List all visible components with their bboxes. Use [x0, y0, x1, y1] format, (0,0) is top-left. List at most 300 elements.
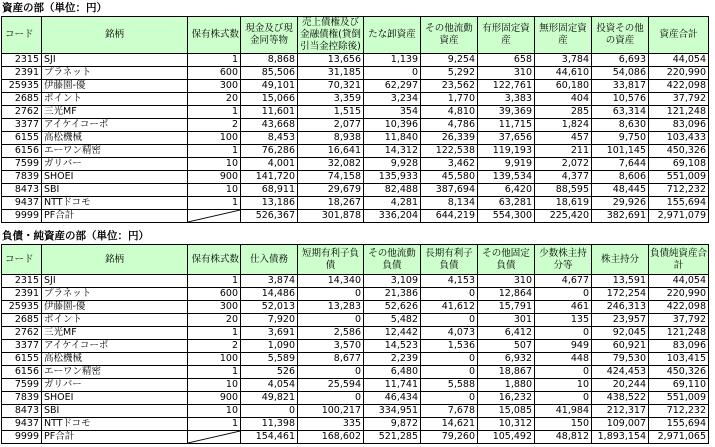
value-cell: 11,715	[478, 119, 535, 132]
value-cell: 1	[188, 275, 241, 288]
value-cell: 11,601	[241, 106, 298, 119]
value-cell: 354	[364, 106, 421, 119]
value-cell: 10	[535, 379, 592, 392]
total-label-cell: PF合計	[42, 210, 188, 223]
value-cell: 3,462	[421, 158, 478, 171]
assets-header-cell: たな卸資産	[364, 17, 421, 54]
value-cell: 1,824	[535, 119, 592, 132]
diagonal-slash-cell	[188, 210, 241, 223]
value-cell: 23,957	[592, 314, 649, 327]
value-cell: 6,420	[478, 184, 535, 197]
value-cell: 301	[478, 314, 535, 327]
value-cell: 3,359	[298, 93, 364, 106]
value-cell: 46,434	[364, 392, 421, 405]
value-cell: 1	[188, 145, 241, 158]
value-cell: 41,984	[535, 405, 592, 418]
value-cell: 32,082	[298, 158, 364, 171]
table-row	[2, 366, 709, 379]
value-cell: 658	[478, 54, 535, 67]
value-cell: 551,009	[649, 171, 709, 184]
value-cell: 2,072	[535, 158, 592, 171]
table-row	[2, 288, 709, 301]
value-cell: 507	[478, 340, 535, 353]
value-cell: 52,626	[364, 301, 421, 314]
table-row	[2, 301, 709, 314]
stock-name-cell: 三光MF	[42, 327, 188, 340]
total-code-cell: 9999	[2, 210, 42, 223]
value-cell: 13,283	[298, 301, 364, 314]
value-cell: 10,576	[592, 93, 649, 106]
code-cell: 2762	[2, 106, 42, 119]
value-cell: 310	[478, 275, 535, 288]
total-value-cell: 2,971,079	[649, 210, 709, 223]
value-cell: 8,606	[592, 171, 649, 184]
stock-name-cell: 高松機械	[42, 353, 188, 366]
total-label-cell: PF合計	[42, 431, 188, 444]
liabilities-section-title: 負債・純資産の部（単位：円）	[2, 230, 149, 242]
value-cell: 29,679	[298, 184, 364, 197]
value-cell: 285	[535, 106, 592, 119]
total-value-cell: 336,204	[364, 210, 421, 223]
table-row	[2, 327, 709, 340]
total-value-cell: 79,260	[421, 431, 478, 444]
value-cell: 2	[188, 340, 241, 353]
diagonal-slash-cell	[188, 431, 241, 444]
value-cell: 100,217	[298, 405, 364, 418]
value-cell: 300	[188, 80, 241, 93]
value-cell: 335	[298, 418, 364, 431]
code-cell: 6156	[2, 145, 42, 158]
value-cell: 422,098	[649, 301, 709, 314]
code-cell: 9437	[2, 197, 42, 210]
table-row	[2, 67, 709, 80]
value-cell: 121,248	[649, 327, 709, 340]
value-cell: 101,145	[592, 145, 649, 158]
value-cell: 25,594	[298, 379, 364, 392]
value-cell: 300	[188, 301, 241, 314]
value-cell: 20	[188, 314, 241, 327]
code-cell: 2315	[2, 54, 42, 67]
value-cell: 9,254	[421, 54, 478, 67]
value-cell: 450,326	[649, 145, 709, 158]
assets-section-title: 資産の部（単位：円）	[2, 2, 107, 14]
value-cell: 0	[535, 392, 592, 405]
value-cell: 155,694	[649, 197, 709, 210]
stock-name-cell: ポイント	[42, 314, 188, 327]
value-cell: 3,691	[241, 327, 298, 340]
stock-name-cell: アイケイコーポ	[42, 340, 188, 353]
value-cell: 9,872	[364, 418, 421, 431]
code-cell: 3377	[2, 340, 42, 353]
value-cell: 14,486	[241, 288, 298, 301]
stock-name-cell: SBI	[42, 405, 188, 418]
total-value-cell: 168,602	[298, 431, 364, 444]
code-cell: 2391	[2, 67, 42, 80]
liabilities-total-row	[2, 431, 709, 444]
value-cell: 20	[188, 93, 241, 106]
table-row	[2, 184, 709, 197]
value-cell: 41,612	[421, 301, 478, 314]
value-cell: 5,292	[421, 67, 478, 80]
value-cell: 10	[188, 184, 241, 197]
value-cell: 44,054	[649, 54, 709, 67]
value-cell: 100	[188, 132, 241, 145]
value-cell: 26,339	[421, 132, 478, 145]
value-cell: 0	[535, 366, 592, 379]
liabilities-header-cell: 仕入債務	[241, 245, 298, 275]
table-row	[2, 158, 709, 171]
table-row	[2, 392, 709, 405]
code-cell: 8473	[2, 184, 42, 197]
value-cell: 6,693	[592, 54, 649, 67]
value-cell: 82,488	[364, 184, 421, 197]
assets-table	[1, 16, 709, 223]
value-cell: 11,398	[241, 418, 298, 431]
value-cell: 18,619	[535, 197, 592, 210]
value-cell: 1,090	[241, 340, 298, 353]
value-cell: 31,185	[298, 67, 364, 80]
stock-name-cell: 伊藤園-優	[42, 80, 188, 93]
value-cell: 14,621	[421, 418, 478, 431]
value-cell: 48,445	[592, 184, 649, 197]
code-cell: 7839	[2, 392, 42, 405]
table-row	[2, 379, 709, 392]
value-cell: 63,281	[478, 197, 535, 210]
value-cell: 10	[188, 405, 241, 418]
value-cell: 15,791	[478, 301, 535, 314]
value-cell: 6,412	[478, 327, 535, 340]
stock-name-cell: エーワン精密	[42, 145, 188, 158]
value-cell: 3,874	[241, 275, 298, 288]
code-cell: 3377	[2, 119, 42, 132]
code-cell: 7839	[2, 171, 42, 184]
value-cell: 457	[535, 132, 592, 145]
value-cell: 0	[421, 314, 478, 327]
value-cell: 14,312	[364, 145, 421, 158]
liabilities-header-cell: コード	[2, 245, 42, 275]
total-value-cell: 225,420	[535, 210, 592, 223]
value-cell: 45,580	[421, 171, 478, 184]
value-cell: 220,990	[649, 288, 709, 301]
table-row	[2, 132, 709, 145]
table-row	[2, 171, 709, 184]
value-cell: 1,536	[421, 340, 478, 353]
total-code-cell: 9999	[2, 431, 42, 444]
value-cell: 1,770	[421, 93, 478, 106]
value-cell: 1,515	[298, 106, 364, 119]
value-cell: 7,644	[592, 158, 649, 171]
value-cell: 8,630	[592, 119, 649, 132]
table-row	[2, 145, 709, 158]
assets-header-cell: コード	[2, 17, 42, 54]
stock-name-cell: NTTドコモ	[42, 418, 188, 431]
table-row	[2, 197, 709, 210]
value-cell: 4,054	[241, 379, 298, 392]
value-cell: 121,248	[649, 106, 709, 119]
value-cell: 6,932	[478, 353, 535, 366]
table-row	[2, 106, 709, 119]
assets-total-row	[2, 210, 709, 223]
value-cell: 8,453	[241, 132, 298, 145]
value-cell: 712,232	[649, 184, 709, 197]
value-cell: 37,656	[478, 132, 535, 145]
value-cell: 1	[188, 327, 241, 340]
value-cell: 10	[188, 158, 241, 171]
value-cell: 83,096	[649, 340, 709, 353]
value-cell: 76,286	[241, 145, 298, 158]
value-cell: 103,415	[649, 353, 709, 366]
stock-name-cell: SJI	[42, 275, 188, 288]
value-cell: 1	[188, 106, 241, 119]
value-cell: 49,821	[241, 392, 298, 405]
value-cell: 4,677	[535, 275, 592, 288]
value-cell: 438,522	[592, 392, 649, 405]
value-cell: 122,761	[478, 80, 535, 93]
value-cell: 11,741	[364, 379, 421, 392]
table-row	[2, 93, 709, 106]
code-cell: 2685	[2, 93, 42, 106]
value-cell: 10,396	[364, 119, 421, 132]
value-cell: 4,786	[421, 119, 478, 132]
total-value-cell: 105,492	[478, 431, 535, 444]
value-cell: 246,313	[592, 301, 649, 314]
liabilities-header-cell: 長期有利子負債	[421, 245, 478, 275]
value-cell: 3,109	[364, 275, 421, 288]
value-cell: 135,933	[364, 171, 421, 184]
value-cell: 2,586	[298, 327, 364, 340]
value-cell: 900	[188, 392, 241, 405]
value-cell: 4,281	[364, 197, 421, 210]
value-cell: 7,920	[241, 314, 298, 327]
value-cell: 600	[188, 67, 241, 80]
value-cell: 551,009	[649, 392, 709, 405]
value-cell: 461	[535, 301, 592, 314]
value-cell: 712,232	[649, 405, 709, 418]
total-value-cell: 644,219	[421, 210, 478, 223]
assets-header-cell: 投資その他の資産	[592, 17, 649, 54]
value-cell: 0	[298, 288, 364, 301]
value-cell: 4,073	[421, 327, 478, 340]
value-cell: 15,066	[241, 93, 298, 106]
total-value-cell: 2,971,065	[649, 431, 709, 444]
value-cell: 3,383	[478, 93, 535, 106]
assets-header-cell: その他流動資産	[421, 17, 478, 54]
value-cell: 3,570	[298, 340, 364, 353]
value-cell: 14,340	[298, 275, 364, 288]
assets-header-cell: 資産合計	[649, 17, 709, 54]
value-cell: 8,134	[421, 197, 478, 210]
liabilities-header-cell: 少数株主持分等	[535, 245, 592, 275]
value-cell: 13,591	[592, 275, 649, 288]
value-cell: 14,523	[364, 340, 421, 353]
value-cell: 0	[535, 288, 592, 301]
value-cell: 60,921	[592, 340, 649, 353]
total-value-cell: 1,893,154	[592, 431, 649, 444]
value-cell: 422,098	[649, 80, 709, 93]
value-cell: 3,784	[535, 54, 592, 67]
assets-header-cell: 有形固定資産	[478, 17, 535, 54]
value-cell: 49,101	[241, 80, 298, 93]
value-cell: 52,013	[241, 301, 298, 314]
liabilities-header-cell: 短期有利子負債	[298, 245, 364, 275]
value-cell: 150	[535, 418, 592, 431]
value-cell: 9,928	[364, 158, 421, 171]
value-cell: 4,153	[421, 275, 478, 288]
value-cell: 16,232	[478, 392, 535, 405]
table-row	[2, 80, 709, 93]
value-cell: 109,007	[592, 418, 649, 431]
value-cell: 5,588	[421, 379, 478, 392]
value-cell: 2	[188, 119, 241, 132]
liabilities-table	[1, 244, 709, 444]
liabilities-header-cell: 保有株式数	[188, 245, 241, 275]
stock-name-cell: NTTドコモ	[42, 197, 188, 210]
assets-header-cell: 銘柄	[42, 17, 188, 54]
value-cell: 8,938	[298, 132, 364, 145]
value-cell: 4,810	[421, 106, 478, 119]
value-cell: 155,694	[649, 418, 709, 431]
value-cell: 44,610	[535, 67, 592, 80]
value-cell: 220,990	[649, 67, 709, 80]
table-row	[2, 314, 709, 327]
value-cell: 13,186	[241, 197, 298, 210]
value-cell: 600	[188, 288, 241, 301]
stock-name-cell: ガリバー	[42, 379, 188, 392]
liabilities-header-cell: その他流動負債	[364, 245, 421, 275]
value-cell: 100	[188, 353, 241, 366]
stock-name-cell: 高松機械	[42, 132, 188, 145]
liabilities-header-row	[2, 245, 709, 275]
code-cell: 25935	[2, 80, 42, 93]
total-value-cell: 48,812	[535, 431, 592, 444]
value-cell: 33,817	[592, 80, 649, 93]
value-cell: 0	[298, 314, 364, 327]
value-cell: 44,054	[649, 275, 709, 288]
value-cell: 1	[188, 366, 241, 379]
table-row	[2, 340, 709, 353]
table-row	[2, 54, 709, 67]
value-cell: 448	[535, 353, 592, 366]
value-cell: 12,442	[364, 327, 421, 340]
value-cell: 12,864	[478, 288, 535, 301]
assets-header-cell: 無形固定資産	[535, 17, 592, 54]
table-row	[2, 418, 709, 431]
stock-name-cell: プラネット	[42, 67, 188, 80]
value-cell: 69,108	[649, 158, 709, 171]
value-cell: 139,534	[478, 171, 535, 184]
value-cell: 88,595	[535, 184, 592, 197]
value-cell: 9,750	[592, 132, 649, 145]
code-cell: 6155	[2, 353, 42, 366]
table-row	[2, 119, 709, 132]
value-cell: 103,433	[649, 132, 709, 145]
value-cell: 0	[421, 366, 478, 379]
value-cell: 310	[478, 67, 535, 80]
table-row	[2, 353, 709, 366]
value-cell: 20,244	[592, 379, 649, 392]
value-cell: 122,538	[421, 145, 478, 158]
value-cell: 212,317	[592, 405, 649, 418]
value-cell: 18,267	[298, 197, 364, 210]
liabilities-header-cell: 負債純資産合計	[649, 245, 709, 275]
value-cell: 6,480	[364, 366, 421, 379]
value-cell: 1,139	[364, 54, 421, 67]
stock-name-cell: プラネット	[42, 288, 188, 301]
value-cell: 3,234	[364, 93, 421, 106]
assets-header-row	[2, 17, 709, 54]
value-cell: 404	[535, 93, 592, 106]
value-cell: 83,096	[649, 119, 709, 132]
stock-name-cell: アイケイコーポ	[42, 119, 188, 132]
value-cell: 1	[188, 197, 241, 210]
code-cell: 2391	[2, 288, 42, 301]
value-cell: 68,911	[241, 184, 298, 197]
value-cell: 37,792	[649, 314, 709, 327]
value-cell: 141,720	[241, 171, 298, 184]
stock-name-cell: SJI	[42, 54, 188, 67]
liabilities-header-cell: 銘柄	[42, 245, 188, 275]
liabilities-header-cell: その他固定負債	[478, 245, 535, 275]
value-cell: 43,668	[241, 119, 298, 132]
code-cell: 25935	[2, 301, 42, 314]
value-cell: 1	[188, 418, 241, 431]
value-cell: 23,562	[421, 80, 478, 93]
value-cell: 10	[188, 379, 241, 392]
total-value-cell: 154,461	[241, 431, 298, 444]
value-cell: 1	[188, 54, 241, 67]
code-cell: 2315	[2, 275, 42, 288]
liabilities-header-cell: 株主持分	[592, 245, 649, 275]
value-cell: 2,239	[364, 353, 421, 366]
total-value-cell: 382,691	[592, 210, 649, 223]
value-cell: 4,001	[241, 158, 298, 171]
value-cell: 0	[421, 288, 478, 301]
value-cell: 10,312	[478, 418, 535, 431]
value-cell: 74,158	[298, 171, 364, 184]
value-cell: 0	[298, 392, 364, 405]
value-cell: 7,678	[421, 405, 478, 418]
value-cell: 92,045	[592, 327, 649, 340]
assets-header-cell: 保有株式数	[188, 17, 241, 54]
value-cell: 424,453	[592, 366, 649, 379]
value-cell: 2,077	[298, 119, 364, 132]
value-cell: 63,314	[592, 106, 649, 119]
assets-header-cell: 現金及び現金同等物	[241, 17, 298, 54]
value-cell: 16,641	[298, 145, 364, 158]
value-cell: 5,589	[241, 353, 298, 366]
assets-header-cell: 売上債権及び金融債権(貸倒引当金控除後)	[298, 17, 364, 54]
code-cell: 6156	[2, 366, 42, 379]
value-cell: 60,180	[535, 80, 592, 93]
total-value-cell: 521,285	[364, 431, 421, 444]
stock-name-cell: SBI	[42, 184, 188, 197]
value-cell: 85,506	[241, 67, 298, 80]
stock-name-cell: SHOEI	[42, 392, 188, 405]
value-cell: 334,951	[364, 405, 421, 418]
value-cell: 450,326	[649, 366, 709, 379]
total-value-cell: 301,878	[298, 210, 364, 223]
value-cell: 119,193	[478, 145, 535, 158]
value-cell: 526	[241, 366, 298, 379]
value-cell: 37,792	[649, 93, 709, 106]
value-cell: 9,919	[478, 158, 535, 171]
stock-name-cell: ポイント	[42, 93, 188, 106]
value-cell: 0	[241, 405, 298, 418]
value-cell: 11,840	[364, 132, 421, 145]
value-cell: 1,880	[478, 379, 535, 392]
value-cell: 949	[535, 340, 592, 353]
value-cell: 387,694	[421, 184, 478, 197]
